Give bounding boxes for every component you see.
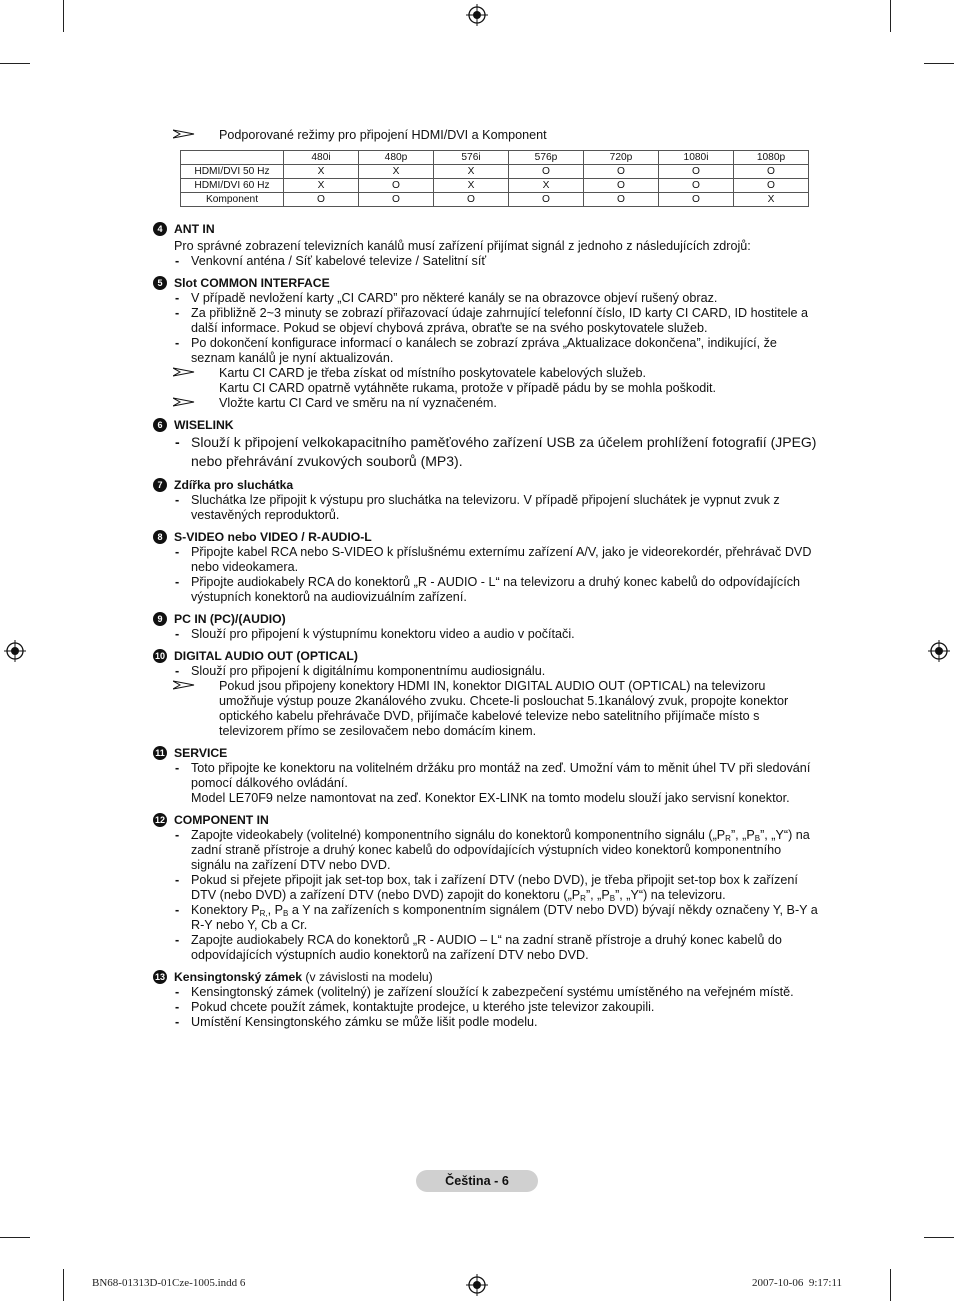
list-item: - Za přibližně 2~3 minuty se zobrazí přiřazovací údaje zahrnující telefonní číslo, ID karty CI CARD, ID hostitele a další informace. Pokud se objeví chybová zpráva, obraťte se na svého poskytovatele služeb. [174, 306, 823, 336]
section-number-badge: 7 [153, 478, 167, 492]
table-cell: O [359, 193, 434, 207]
table-cell: O [659, 193, 734, 207]
table-cell: O [509, 193, 584, 207]
subscript: R [725, 834, 731, 843]
table-header-cell: 576i [434, 151, 509, 165]
page-number-badge: Čeština - 6 [416, 1170, 538, 1192]
section-ant-in [153, 221, 823, 269]
table-cell: O [659, 179, 734, 193]
section-title: ANT IN [174, 222, 215, 236]
table-header-cell: 480p [359, 151, 434, 165]
table-cell: O [734, 165, 809, 179]
subscript: R [580, 894, 586, 903]
section-number-badge: 13 [154, 972, 165, 982]
section-title-suffix: (v závislosti na modelu) [302, 970, 433, 984]
table-row-label: HDMI/DVI 60 Hz [181, 179, 284, 193]
section-title: Kensingtonský zámek [174, 970, 303, 984]
text-run: Zapojte videokabely (volitelné) komponentního signálu do konektorů komponentního signálu („P [191, 828, 726, 842]
table-header-row [181, 151, 809, 165]
text-run: ”, „Y“) na televizoru. [615, 888, 726, 902]
subscript: B [609, 894, 616, 903]
section-title: PC IN (PC)/(AUDIO) [174, 612, 286, 626]
table-cell: X [434, 165, 509, 179]
list-item: - Po dokončení konfigurace informací o kanálech se zobrazí zpráva „Aktualizace dokončena”, indikující, že seznam kanálů je nyní aktualizován. [174, 336, 823, 366]
section-number-badge: 9 [153, 612, 167, 626]
section-pc-in [153, 611, 823, 642]
list-item: - Zapojte audiokabely RCA do konektorů „R - AUDIO – L“ na zadní straně přístroje a druhý konec kabelů do odpovídajících výstupních audio konektorů na zařízení DTV nebo DVD. [174, 933, 823, 963]
text-run: ”, „Y“) na zadní straně přístroje a druhý konec kabelů do odpovídajících výstupních video konektorů komponentního signálu na zařízení DTV nebo DVD. [191, 828, 810, 872]
section-component-in [153, 812, 823, 963]
section-number-badge: 12 [154, 815, 165, 825]
footer-date: 2007-10-06 ︎︎ 9:17:11 [752, 1277, 843, 1289]
table-cell: O [584, 193, 659, 207]
list-item: - Slouží pro připojení k digitálnímu komponentnímu audiosignálu. [174, 664, 823, 679]
section-kensington-lock [153, 969, 823, 1030]
table-cell: X [284, 165, 359, 179]
table-header-cell: 1080i [659, 151, 734, 165]
text-run: , P [267, 903, 284, 917]
table-cell: O [359, 179, 434, 193]
section-title: Slot COMMON INTERFACE [174, 276, 330, 290]
table-cell: X [734, 193, 809, 207]
section-title: S-VIDEO nebo VIDEO / R-AUDIO-L [174, 530, 372, 544]
list-item: - Připojte kabel RCA nebo S-VIDEO k příslušnému externímu zařízení A/V, jako je videorekordér, přehrávač DVD nebo videokamera. [174, 545, 823, 575]
crop-mark [63, 0, 64, 32]
note-supported-modes [173, 128, 823, 143]
list-item: - Připojte audiokabely RCA do konektorů „R - AUDIO - L“ na televizoru a druhý konec kabelů do odpovídajících výstupních konektorů na audiovizuálním zařízení. [174, 575, 823, 605]
table-cell: X [284, 179, 359, 193]
table-cell: O [584, 165, 659, 179]
section-headphones [153, 477, 823, 523]
table-header-cell: 480i [284, 151, 359, 165]
supported-modes-table [180, 150, 809, 207]
registration-mark-icon [4, 640, 26, 662]
crop-mark [890, 1269, 891, 1301]
table-row [181, 179, 809, 193]
section-number-badge: 4 [153, 222, 167, 236]
table-cell: O [584, 179, 659, 193]
registration-mark-icon [466, 1274, 488, 1296]
section-digital-audio-out [153, 648, 823, 739]
table-cell: O [659, 165, 734, 179]
section-number-badge: 6 [153, 418, 167, 432]
text-run: Pokud si přejete připojit jak set-top box, tak i zařízení DTV (nebo DVD), je třeba připojit set-top box k zařízení DTV (nebo DVD) a zařízení DTV (nebo DVD) zapojit do konektoru („P [191, 873, 798, 902]
table-row-label: Komponent [181, 193, 284, 207]
note-text: Pokud jsou připojeny konektory HDMI IN, konektor DIGITAL AUDIO OUT (OPTICAL) na televizoru umožňuje výstup pouze 2kanálového zvuku. Chcete-li poslouchat 5.1kanálový zvuk, propojte konektor optického kabelu přehrávače DVD, přijímače kabelové televize nebo satelitního přijímače místo s televizorem přímo se zesilovačem nebo domácím kinem. [219, 679, 789, 738]
table-row-label: HDMI/DVI 50 Hz [181, 165, 284, 179]
note-text: Kartu CI CARD opatrně vytáhněte rukama, protože v případě pádu by se mohla poškodit. [219, 381, 717, 395]
note-arrow-icon [173, 680, 195, 690]
subscript: B [754, 834, 761, 843]
list-item: - Kensingtonský zámek (volitelný) je zařízení sloužící k zabezpečení systému umístěného na veřejném místě. [174, 985, 823, 1000]
list-item: - Venkovní anténa / Síť kabelové televize / Satelitní síť [174, 254, 823, 269]
note-arrow-icon [173, 367, 195, 377]
table-cell: X [509, 179, 584, 193]
section-number-badge: 10 [154, 651, 165, 661]
crop-mark [924, 63, 954, 64]
note-text: Kartu CI CARD je třeba získat od místního poskytovatele kabelových služeb. [219, 366, 646, 380]
crop-mark [0, 63, 30, 64]
section-number-badge: 11 [153, 746, 167, 760]
list-item [174, 903, 823, 933]
table-header-cell: 1080p [734, 151, 809, 165]
section-wiselink [153, 417, 823, 471]
note-text: Vložte kartu CI Card ve směru na ní vyznačeném. [219, 396, 497, 410]
section-title: Zdířka pro sluchátka [174, 478, 294, 492]
note [173, 679, 823, 739]
table-cell: O [284, 193, 359, 207]
list-item [174, 873, 823, 903]
list-item [174, 761, 823, 806]
note-arrow-icon [173, 129, 195, 139]
table-cell: O [734, 179, 809, 193]
table-cell: O [509, 165, 584, 179]
table-header-cell: 576p [509, 151, 584, 165]
list-item: - Umístění Kensingtonského zámku se může lišit podle modelu. [174, 1015, 823, 1030]
subscript: R, [259, 909, 268, 918]
registration-mark-icon [928, 640, 950, 662]
list-item: - Slouží k připojení velkokapacitního paměťového zařízení USB za účelem prohlížení fotografií (JPEG) nebo přehrávání zvukových souborů (MP3). [174, 433, 823, 471]
crop-mark [0, 1237, 30, 1238]
list-item: - Slouží pro připojení k výstupnímu konektoru video a audio v počítači. [174, 627, 823, 642]
section-title: COMPONENT IN [174, 813, 269, 827]
note [173, 396, 823, 411]
text-run: Konektory P [191, 903, 260, 917]
page-content [153, 128, 823, 1030]
section-number-badge: 8 [153, 530, 167, 544]
text-run: a Y na zařízeních s komponentním signálem (DTV nebo DVD) bývají někdy označeny Y, B-Y a R-Y nebo Y, Cb a Cr. [191, 903, 818, 932]
table-row [181, 165, 809, 179]
list-item [174, 828, 823, 873]
table-cell: O [434, 193, 509, 207]
list-item: - Pokud chcete použít zámek, kontaktujte prodejce, u kterého jste televizor zakoupili. [174, 1000, 823, 1015]
subscript: B [283, 909, 289, 918]
table-cell: X [434, 179, 509, 193]
crop-mark [63, 1269, 64, 1301]
section-text: Pro správné zobrazení televizních kanálů musí zařízení přijímat signál z jednoho z následujících zdrojů: [174, 239, 751, 253]
crop-mark [890, 0, 891, 32]
note [173, 366, 823, 396]
table-cell: X [359, 165, 434, 179]
section-service [153, 745, 823, 806]
section-title: DIGITAL AUDIO OUT (OPTICAL) [174, 649, 358, 663]
text-run: ”, „P [730, 828, 755, 842]
table-corner-cell [181, 151, 284, 165]
list-item: - Sluchátka lze připojit k výstupu pro sluchátka na televizoru. V případě připojení sluchátek je vypnut zvuk z vestavěných reproduktorů. [174, 493, 823, 523]
section-number-badge: 5 [153, 276, 167, 290]
crop-mark [924, 1237, 954, 1238]
note-arrow-icon [173, 397, 195, 407]
section-common-interface [153, 275, 823, 411]
table-header-cell: 720p [584, 151, 659, 165]
section-title: SERVICE [174, 746, 228, 760]
section-title: WISELINK [174, 418, 234, 432]
list-item-text: Model LE70F9 nelze namontovat na zeď. Konektor EX-LINK na tomto modelu slouží jako servisní konektor. [191, 791, 790, 805]
list-item: - V případě nevložení karty „CI CARD” pro některé kanály se na obrazovce objeví rušený obraz. [174, 291, 823, 306]
modes-intro: Podporované režimy pro připojení HDMI/DVI a Komponent [219, 128, 547, 142]
registration-mark-icon [466, 4, 488, 26]
table-row [181, 193, 809, 207]
section-s-video [153, 529, 823, 605]
list-item-text: - Toto připojte ke konektoru na volitelném držáku pro montáž na zeď. Umožní vám to měnit úhel TV při sledování pomocí dálkového ovládání. [191, 761, 811, 790]
footer-file-name: BN68-01313D-01Cze-1005.indd 6 [92, 1277, 246, 1289]
text-run: ”, „P [585, 888, 610, 902]
